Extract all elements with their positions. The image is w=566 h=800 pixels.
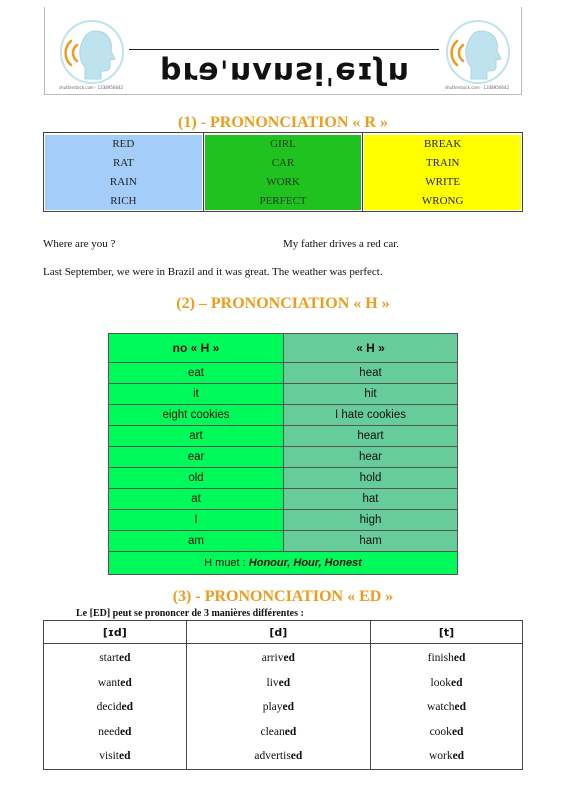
word-cell: WORK <box>205 173 362 192</box>
word-cell: WRITE <box>364 173 521 192</box>
word-cell: high <box>284 510 458 531</box>
word-cell: RICH <box>45 191 202 210</box>
h-words-table <box>108 333 458 575</box>
table-row <box>109 384 458 405</box>
h-muet-words: Honour, Hour, Honest <box>248 557 362 569</box>
word-cell: art <box>109 426 284 447</box>
word-cell: CAR <box>205 154 362 173</box>
header-banner <box>44 7 522 95</box>
table-row <box>109 447 458 468</box>
practice-sentence: Last September, we were in Brazil and it was great. The weather was perfect. <box>43 266 383 278</box>
word-cell: PERFECT <box>205 191 362 210</box>
word-cell: eight cookies <box>109 405 284 426</box>
ed-intro-text: Le [ED] peut se prononcer de 3 manières différentes : <box>76 608 304 619</box>
verb-cell: cooked <box>371 720 523 745</box>
word-cell: RAT <box>45 154 202 173</box>
verb-cell: advertised <box>186 744 370 769</box>
speaking-head-icon <box>443 17 513 87</box>
r-words-column <box>204 133 364 211</box>
word-cell: am <box>109 531 284 552</box>
verb-cell: needed <box>44 720 187 745</box>
word-cell: RAIN <box>45 173 202 192</box>
practice-sentence: Where are you ? <box>43 238 116 250</box>
h-muet-cell <box>109 552 458 575</box>
practice-sentence: My father drives a red car. <box>283 238 400 250</box>
word-cell: old <box>109 468 284 489</box>
word-cell: eat <box>109 363 284 384</box>
verb-cell: played <box>186 695 370 720</box>
word-cell: hold <box>284 468 458 489</box>
table-row <box>109 468 458 489</box>
word-cell: GIRL <box>205 135 362 154</box>
word-cell: WRONG <box>364 191 521 210</box>
verb-cell: wanted <box>44 671 187 696</box>
h-muet-row <box>109 552 458 575</box>
word-cell: ham <box>284 531 458 552</box>
ipa-title: prəˌnʌnsiˈeɪʃn <box>160 55 410 90</box>
column-header: [ɪd] <box>44 621 187 644</box>
word-cell: I hate cookies <box>284 405 458 426</box>
ed-words-table <box>43 620 523 770</box>
r-words-column <box>363 133 522 211</box>
word-cell: BREAK <box>364 135 521 154</box>
r-words-column <box>44 133 204 211</box>
word-cell: hat <box>284 489 458 510</box>
word-cell: I <box>109 510 284 531</box>
table-row <box>109 510 458 531</box>
header-rule <box>129 49 439 50</box>
table-row <box>44 695 523 720</box>
column-header: « H » <box>284 334 458 363</box>
table-row <box>44 720 523 745</box>
verb-cell: cleaned <box>186 720 370 745</box>
section-title-r: (1) - PRONONCIATION « R » <box>178 114 388 131</box>
section-title-h: (2) – PRONONCIATION « H » <box>176 295 390 312</box>
table-row <box>44 744 523 769</box>
word-cell: it <box>109 384 284 405</box>
section-title-ed: (3) - PRONONCIATION « ED » <box>172 588 394 605</box>
verb-cell: looked <box>371 671 523 696</box>
column-header: no « H » <box>109 334 284 363</box>
verb-cell: lived <box>186 671 370 696</box>
table-row <box>109 426 458 447</box>
word-cell: TRAIN <box>364 154 521 173</box>
verb-cell: decided <box>44 695 187 720</box>
table-row <box>109 363 458 384</box>
word-cell: at <box>109 489 284 510</box>
word-cell: hit <box>284 384 458 405</box>
table-row <box>109 531 458 552</box>
word-cell: RED <box>45 135 202 154</box>
word-cell: heat <box>284 363 458 384</box>
h-muet-label: H muet : <box>204 557 249 569</box>
word-cell: ear <box>109 447 284 468</box>
verb-cell: visited <box>44 744 187 769</box>
table-row <box>109 405 458 426</box>
verb-cell: finished <box>371 644 523 671</box>
verb-cell: started <box>44 644 187 671</box>
table-row <box>44 671 523 696</box>
verb-cell: worked <box>371 744 523 769</box>
stock-credit-left: shutterstock.com · 1338956642 <box>59 85 124 90</box>
r-words-table <box>43 132 523 212</box>
table-row <box>44 644 523 671</box>
column-header: [t] <box>371 621 523 644</box>
column-header: [d] <box>186 621 370 644</box>
verb-cell: arrived <box>186 644 370 671</box>
word-cell: hear <box>284 447 458 468</box>
word-cell: heart <box>284 426 458 447</box>
table-row <box>109 489 458 510</box>
speaking-head-icon <box>57 17 127 87</box>
stock-credit-right: shutterstock.com · 1338956642 <box>444 85 509 90</box>
verb-cell: watched <box>371 695 523 720</box>
